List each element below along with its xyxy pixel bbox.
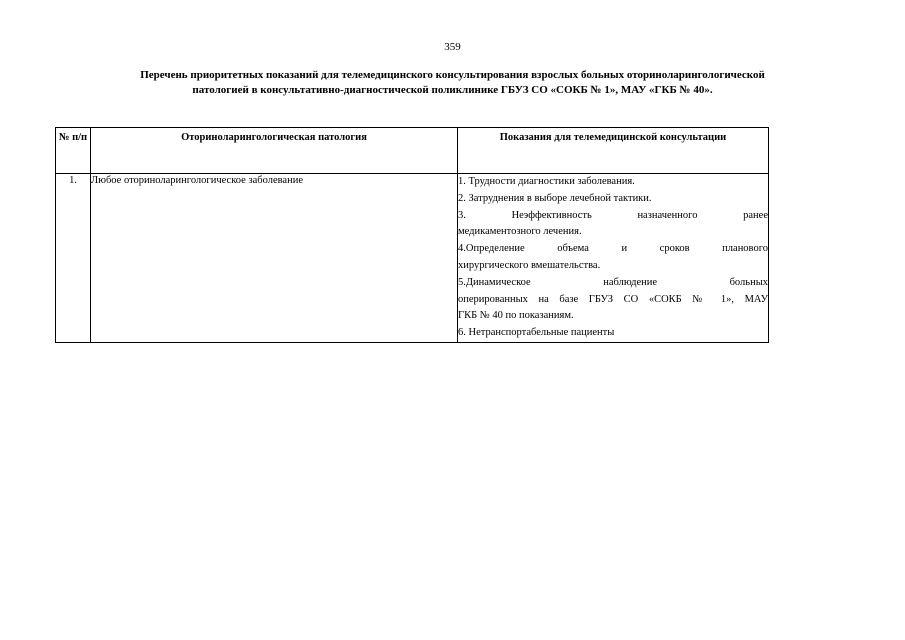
indication-line: 5.Динамическое наблюдение больных [458,276,768,288]
indication-line: ГКБ № 40 по показаниям. [458,310,574,322]
indication-line: оперированных на базе ГБУЗ СО «СОКБ № 1», МАУ [458,293,768,305]
document-title-line-2: патологией в консультативно-диагностической поликлинике ГБУЗ СО «СОКБ № 1», МАУ «ГКБ № 40». [192,84,713,96]
row-indications [458,174,769,343]
header-number: № п/п [56,128,91,174]
row-pathology: Любое оториноларингологическое заболевание [91,174,458,343]
row-number: 1. [56,174,91,343]
table-row [56,174,769,343]
indication-line: медикаментозного лечения. [458,226,582,238]
indication-line: 2. Затруднения в выборе лечебной тактики. [458,192,652,204]
header-pathology: Оториноларингологическая патология [91,128,458,174]
priority-indications-table [55,127,769,343]
indication-line: хирургического вмешательства. [458,259,601,271]
page-number: 359 [444,41,461,53]
document-title [75,68,830,98]
indication-line: 4.Определение объема и сроков планового [458,243,768,255]
indication-line: 3. Неэффективность назначенного ранее [458,209,768,221]
indication-line: 6. Нетранспортабельные пациенты [458,327,615,339]
indication-line: 1. Трудности диагностики заболевания. [458,176,635,187]
document-title-line-1: Перечень приоритетных показаний для телемедицинского консультирования взрослых больных оториноларингологической [140,69,765,81]
header-indications: Показания для телемедицинской консультации [458,128,769,174]
table-header-row [56,128,769,174]
